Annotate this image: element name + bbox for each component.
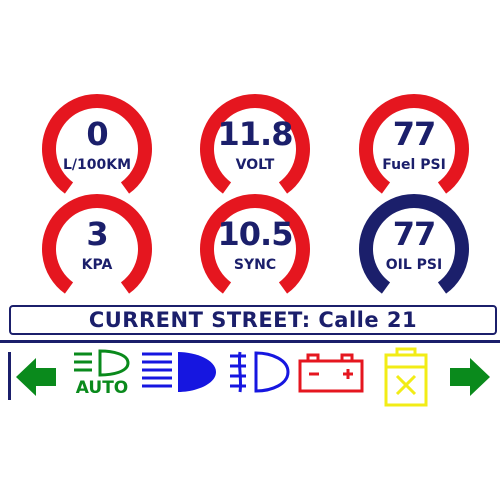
- gauge-fuel-pressure: [358, 92, 470, 204]
- gauge-sync: [199, 192, 311, 304]
- gauge-value: 10.5: [217, 215, 293, 253]
- divider: [0, 340, 500, 343]
- left-edge-bar: [8, 352, 11, 400]
- gauge-voltage: [199, 92, 311, 204]
- current-street-bar: CURRENT STREET: Calle 21: [9, 305, 497, 335]
- gauge-value: 3: [86, 215, 108, 253]
- auto-label: AUTO: [75, 378, 129, 398]
- gauge-fuel-consumption: [41, 92, 153, 204]
- gauge-oil-pressure: [358, 192, 470, 304]
- gauge-value: 11.8: [217, 115, 293, 153]
- fog-light-icon: [228, 350, 292, 394]
- right-arrow-icon[interactable]: [448, 356, 492, 398]
- gauge-pressure-kpa: [41, 192, 153, 304]
- left-arrow-icon[interactable]: [14, 356, 58, 398]
- battery-icon: [298, 352, 364, 394]
- gauge-label: SYNC: [233, 257, 277, 273]
- gauge-label: L/100KM: [62, 157, 132, 173]
- gauge-label: KPA: [81, 257, 113, 273]
- gauge-label: OIL PSI: [385, 257, 443, 273]
- high-beam-icon: [140, 350, 218, 394]
- coolant-warning-icon: [383, 346, 429, 408]
- gauge-value: 77: [392, 115, 436, 153]
- gauge-value: 0: [86, 115, 108, 153]
- auto-headlight-icon: [72, 348, 132, 378]
- gauge-value: 77: [392, 215, 436, 253]
- gauge-label: Fuel PSI: [382, 157, 446, 173]
- gauge-label: VOLT: [235, 157, 275, 173]
